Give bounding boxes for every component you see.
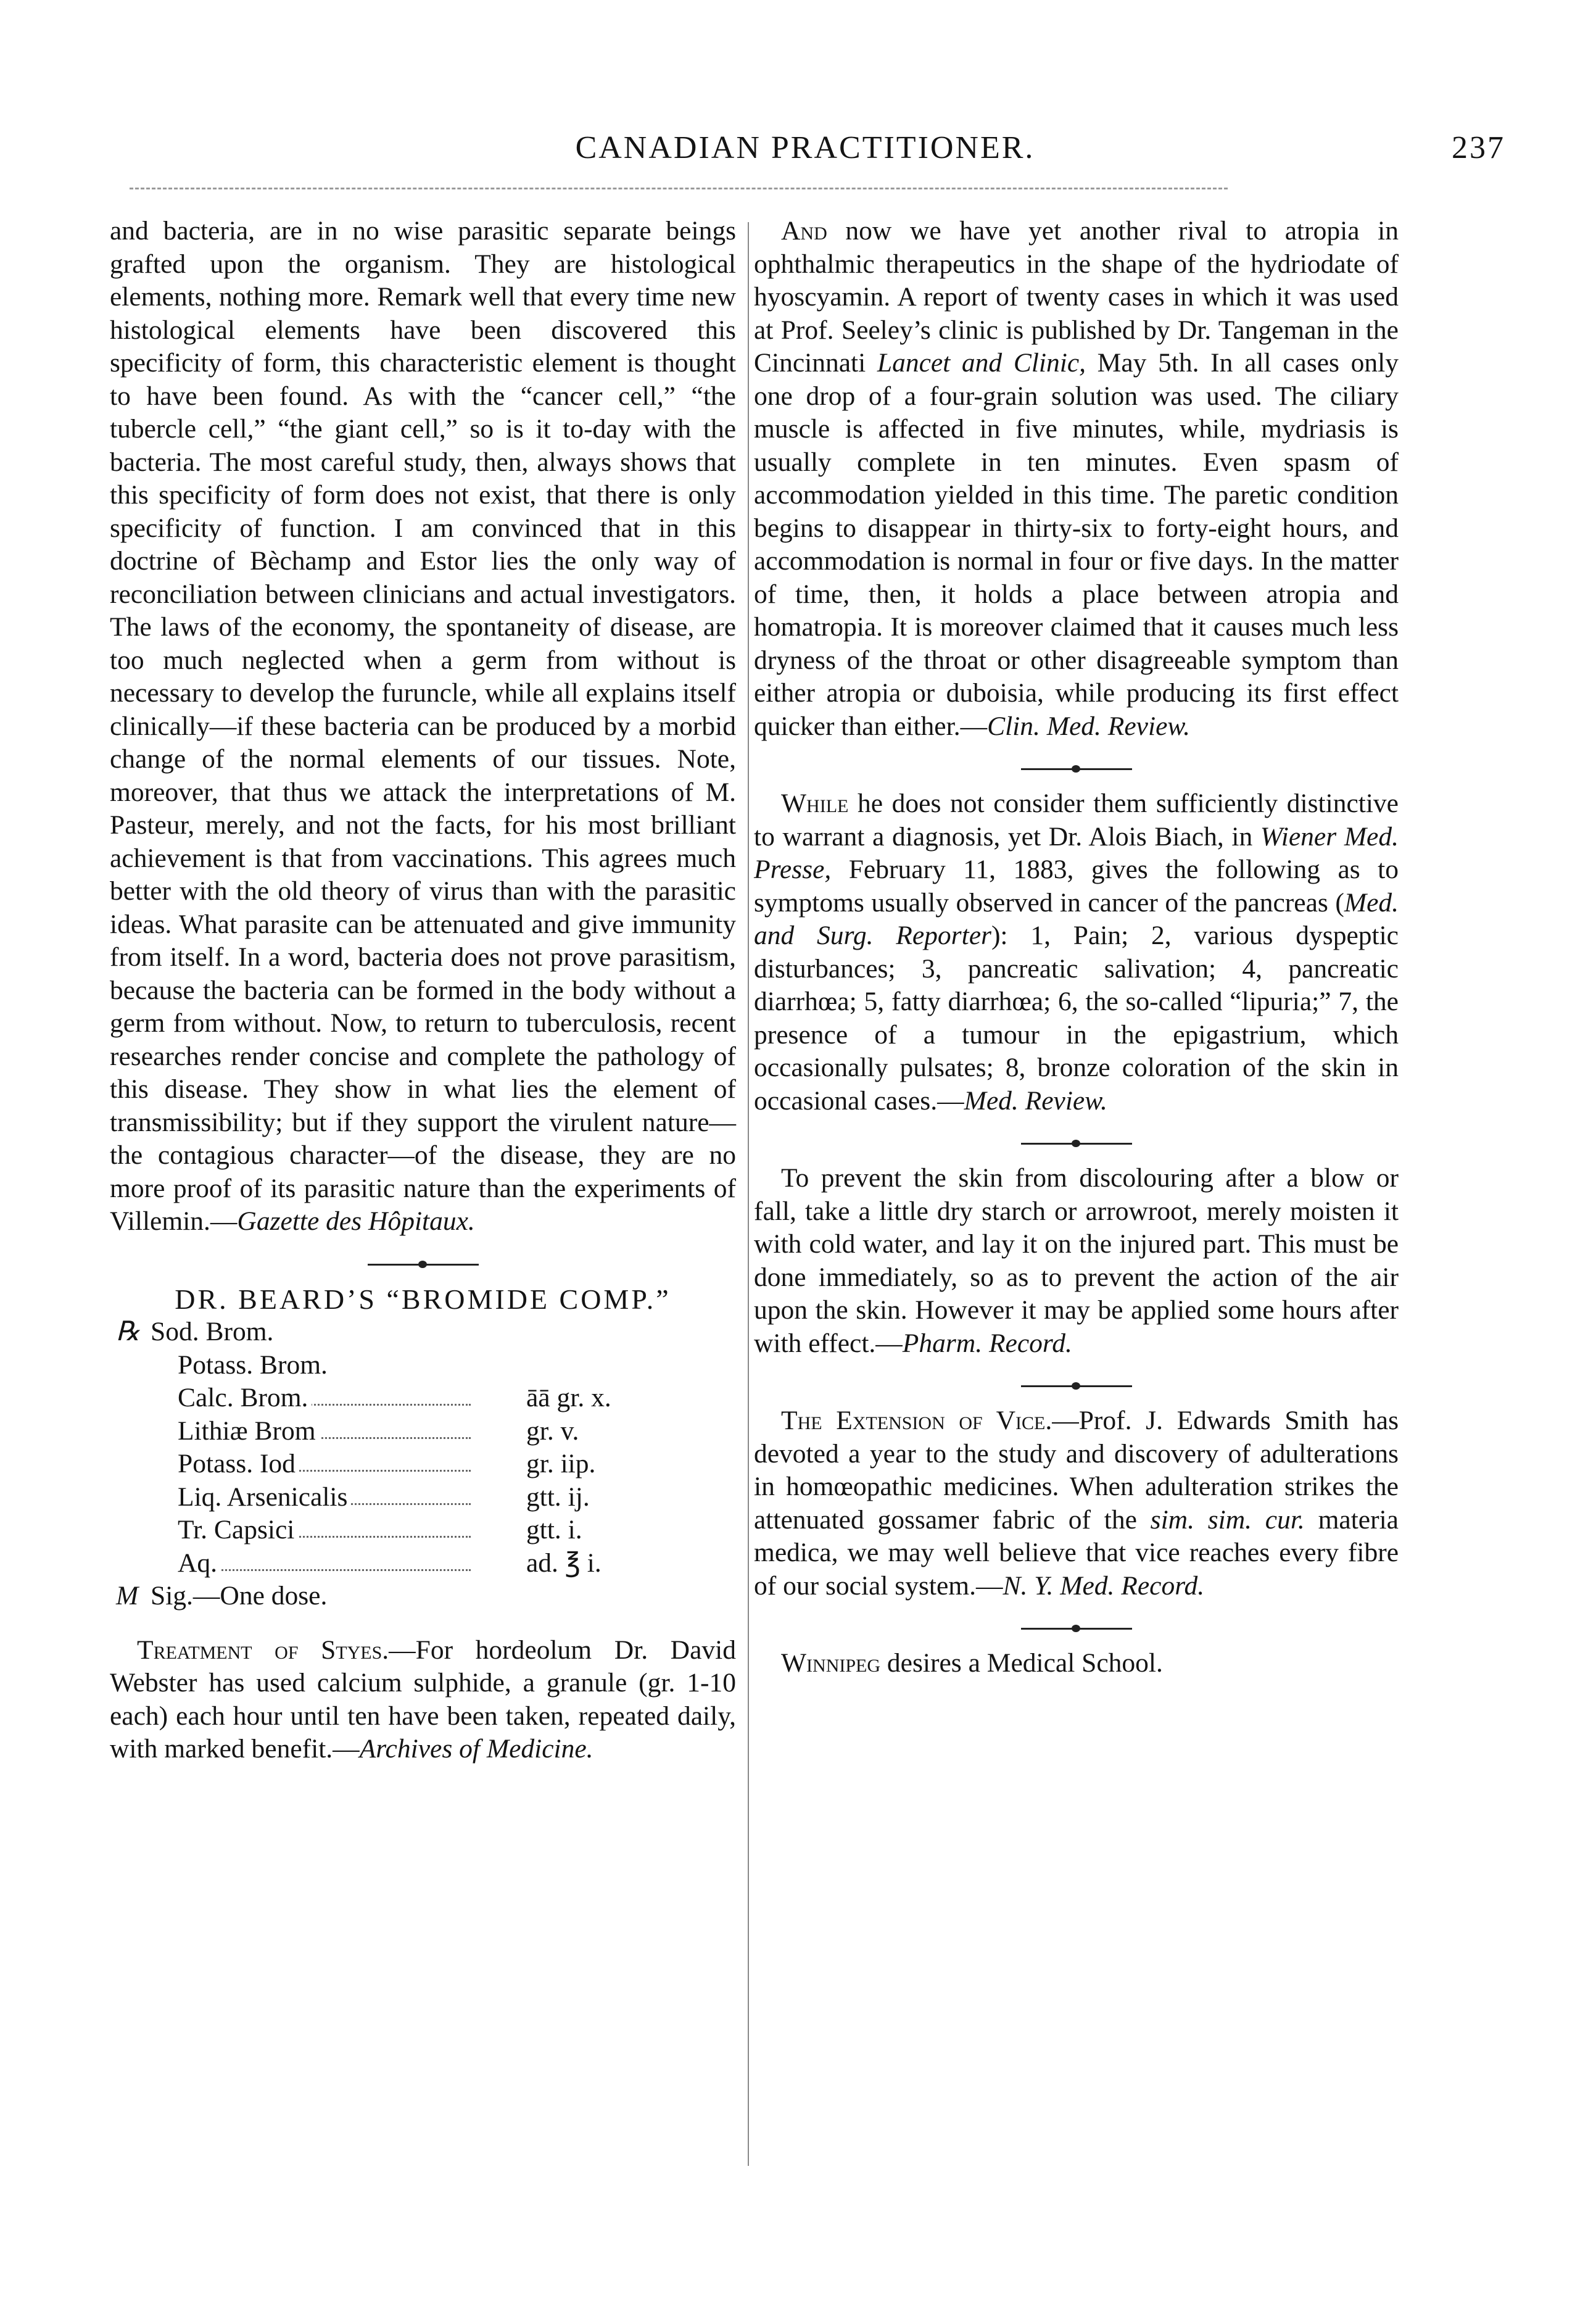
winnipeg-lead: Winnipeg [781,1648,881,1678]
vice-source: N. Y. Med. Record. [1003,1570,1205,1601]
ingredient-quantity: gr. iip. [526,1449,596,1478]
atropia-article [754,215,1399,743]
section-ornament [1021,766,1132,771]
ingredient-name: Sod. Brom. [151,1317,274,1346]
section-ornament [1021,1141,1132,1146]
vice-italic: sim. sim. cur. [1150,1504,1305,1535]
column-divider [748,222,749,2166]
ingredient-quantity: gr. v. [526,1416,579,1446]
section-ornament [1021,1383,1132,1388]
vice-heading: The Extension of Vice. [781,1406,1052,1435]
ingredient-quantity: gtt. ij. [526,1482,590,1512]
sig-symbol: M [116,1581,139,1611]
section-ornament [1021,1626,1132,1631]
styes-text: —For hordeolum Dr. David Webster has used calcium sulphide, a granule (gr. 1-10 each) each hour until ten have been taken, repeated daily, with marked benefit.— [110,1635,736,1764]
prescription-list [110,1316,736,1613]
sig-text: Sig.—One dose. [151,1581,328,1611]
vice-text: —Prof. J. Edwards Smith has devoted a year to the study and discovery of adulterations in homœopathic medicines. When adulteration strikes the attenuated gossamer fabric of the [754,1406,1399,1535]
ingredient-quantity: ad. ℥ i. [526,1548,602,1578]
prescription-title: DR. BEARD’S “BROMIDE COMP.” [175,1283,671,1315]
atropia-text-2: May 5th. In all cases only one drop of a four-grain solution was used. The ciliary muscle is affected in five minutes, while, mydriasis is usually complete in ten minutes. Even spasm of accommodation yielded in this time. The paretic condition begins to disappear in thirty-six to forty-eight hours, and accommodation is normal in four or five days. In the matter of time, then, it holds a place between atropia and homatropia. It is moreover claimed that it causes much less dryness of the throat or other disagreeable symptom than either atropia or duboisia, while producing its first effect quicker than either.— [754,348,1399,741]
vice-article [754,1404,1399,1603]
skin-article [754,1162,1399,1360]
pancreas-source: Med. Review. [964,1085,1107,1116]
pancreas-text-2: February 11, 1883, gives the following as to symptoms usually observed in cancer of the pancreas ( [754,855,1399,918]
rx-symbol: ℞ [116,1317,140,1346]
vice-text-2: materia medica, we may well believe that vice reaches every fibre of our social system.— [754,1504,1399,1601]
ingredient-quantity: gtt. i. [526,1515,582,1545]
ingredient-name: Calc. Brom. [178,1383,312,1412]
styes-heading: Treatment of Styes. [137,1635,389,1665]
prescription-item [110,1415,736,1448]
atropia-journal: Lancet and Clinic, [877,348,1086,378]
ingredient-name: Lithiæ Brom [178,1416,320,1446]
prescription-item [110,1547,736,1580]
pancreas-lead: While [781,789,849,818]
pancreas-article [754,787,1399,1117]
continued-article-source: Gazette des Hôpitaux. [237,1206,475,1236]
prescription-item [110,1316,736,1349]
prescription-item [110,1481,736,1514]
styes-source: Archives of Medicine. [359,1734,593,1764]
prescription-item [110,1514,736,1547]
pancreas-text-3: ): 1, Pain; 2, various dyspeptic disturbances; 3, pancreatic salivation; 4, pancreatic diarrhœa; 5, fatty diarrhœa; 6, the so-called “lipuria;” 7, the presence of a tumour in the epigastrium, which occasionally pulsates; 8, bronze coloration of the skin in occasional cases.— [754,921,1399,1116]
pancreas-journal-2: Med. and Surg. Reporter [754,887,1399,950]
left-column [110,215,736,1766]
ingredient-name: Potass. Iod [178,1449,299,1478]
leader-dots [178,1569,471,1571]
prescription-item [110,1349,736,1382]
ingredient-name: Potass. Brom. [178,1350,328,1380]
atropia-source: Clin. Med. Review. [987,711,1191,741]
header-rule [130,188,1228,189]
prescription-item [110,1382,736,1415]
ingredient-name: Liq. Arsenicalis [178,1482,351,1512]
styes-article [110,1634,736,1766]
prescription-item [110,1448,736,1481]
ingredient-name: Aq. [178,1548,221,1578]
page-number: 237 [1452,130,1505,165]
atropia-lead: And [781,216,827,246]
continued-article [110,215,736,1238]
right-column [754,215,1399,1680]
journal-title: CANADIAN PRACTITIONER. [575,130,1035,165]
pancreas-journal: Wiener Med. Presse, [754,821,1399,884]
running-header [99,130,1511,179]
prescription-sig [110,1580,736,1613]
section-ornament [368,1262,479,1267]
winnipeg-note [754,1647,1399,1680]
ingredient-quantity: āā gr. x. [526,1383,611,1412]
winnipeg-text: desires a Medical School. [880,1648,1163,1678]
skin-text: To prevent the skin from discolouring after a blow or fall, take a little dry starch or arrowroot, merely moisten it with cold water, and lay it on the injured part. This must be done immediately, so as to prevent the action of the air upon the skin. However it may be applied some hours after with effect.— [754,1163,1399,1358]
continued-article-text: and bacteria, are in no wise parasitic separate beings grafted upon the organism. They are histological elements, nothing more. Remark well that every time new histological elements have been discovered this specificity of form, this characteristic element is thought to have been found. As with the “cancer cell,” “the tubercle cell,” “the giant cell,” so is it to-day with the bacteria. The most careful study, then, always shows that this specificity of form does not exist, that there is only specificity of function. I am convinced that in this doctrine of Bèchamp and Estor lies the only way of reconciliation between clinicians and actual investigators. The laws of the economy, the spontaneity of disease, are too much neglected when a germ from without is necessary to develop the furuncle, while all explains itself clinically—if these bacteria can be produced by a morbid change of the normal elements of our tissues. Note, moreover, that thus we attack the interpretations of M. Pasteur, merely, and not the facts, for his most brilliant achievement is that from vaccinations. This agrees much better with the old theory of virus than with the parasitic ideas. What parasite can be attenuated and give immunity from itself. In a word, bacteria does not prove parasitism, because the bacteria can be formed in the body without a germ from without. Now, to return to tuberculosis, recent researches render concise and complete the pathology of this disease. They show in what lies the element of transmissibility; but if they support the virulent nature—the contagious character—of the disease, they are no more proof of its parasitic nature than the experiments of Villemin.— [110,216,736,1236]
ingredient-name: Tr. Capsici [178,1515,298,1545]
atropia-text: now we have yet another rival to atropia in ophthalmic therapeutics in the shape of the hydriodate of hyoscyamin. A report of twenty cases in which it was used at Prof. Seeley’s clinic is published by Dr. Tangeman in the Cincinnati [754,216,1399,378]
pancreas-text: he does not consider them sufficiently distinctive to warrant a diagnosis, yet Dr. Alois Biach, in [754,789,1399,852]
skin-source: Pharm. Record. [902,1328,1072,1358]
